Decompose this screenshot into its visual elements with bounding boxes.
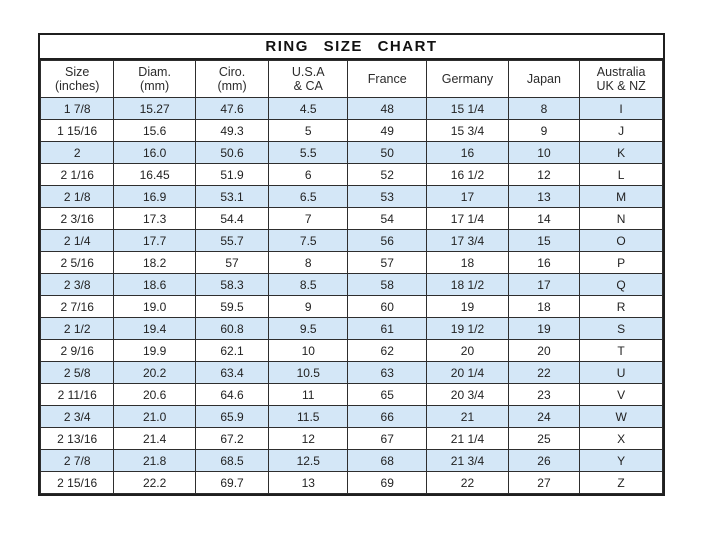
table-cell: 69.7 [195, 472, 268, 494]
table-cell: 50 [348, 142, 427, 164]
header-label: Diam. [138, 65, 171, 79]
table-row [41, 428, 663, 450]
table-row [41, 164, 663, 186]
table-header [41, 61, 663, 98]
table-cell: 2 9/16 [41, 340, 114, 362]
table-cell: V [580, 384, 663, 406]
table-cell: 14 [508, 208, 580, 230]
table-cell: 1 7/8 [41, 98, 114, 120]
table-cell: 65.9 [195, 406, 268, 428]
header-sublabel: & CA [293, 79, 323, 93]
table-cell: 2 13/16 [41, 428, 114, 450]
table-cell: 55.7 [195, 230, 268, 252]
table-cell: 15 3/4 [427, 120, 508, 142]
table-cell: 60 [348, 296, 427, 318]
table-cell: 63 [348, 362, 427, 384]
table-cell: 18 [427, 252, 508, 274]
table-cell: 2 7/8 [41, 450, 114, 472]
table-row [41, 384, 663, 406]
table-cell: 15 1/4 [427, 98, 508, 120]
table-cell: 61 [348, 318, 427, 340]
table-cell: 7.5 [269, 230, 348, 252]
table-cell: 17 [508, 274, 580, 296]
table-cell: 20.2 [114, 362, 195, 384]
table-cell: 5.5 [269, 142, 348, 164]
table-cell: 19 1/2 [427, 318, 508, 340]
table-cell: 16 [508, 252, 580, 274]
table-cell: 6 [269, 164, 348, 186]
table-cell: 2 1/16 [41, 164, 114, 186]
table-row [41, 406, 663, 428]
table-cell: 66 [348, 406, 427, 428]
table-cell: 20.6 [114, 384, 195, 406]
ring-size-table [40, 60, 663, 494]
table-cell: M [580, 186, 663, 208]
header-label: Germany [441, 72, 494, 86]
table-cell: 22 [427, 472, 508, 494]
table-cell: K [580, 142, 663, 164]
column-header-france [348, 61, 427, 98]
table-cell: 54.4 [195, 208, 268, 230]
column-header-circumference-mm [195, 61, 268, 98]
table-cell: 57 [348, 252, 427, 274]
table-cell: L [580, 164, 663, 186]
table-cell: 22 [508, 362, 580, 384]
table-row [41, 340, 663, 362]
table-cell: 53 [348, 186, 427, 208]
table-cell: 49.3 [195, 120, 268, 142]
table-cell: 16.0 [114, 142, 195, 164]
header-label: Japan [526, 72, 561, 86]
table-cell: 26 [508, 450, 580, 472]
table-cell: 11 [269, 384, 348, 406]
table-cell: 51.9 [195, 164, 268, 186]
table-cell: 21.8 [114, 450, 195, 472]
table-cell: 19.0 [114, 296, 195, 318]
table-cell: 16.9 [114, 186, 195, 208]
table-cell: 2 3/16 [41, 208, 114, 230]
table-cell: 24 [508, 406, 580, 428]
table-cell: Z [580, 472, 663, 494]
table-cell: 21 3/4 [427, 450, 508, 472]
table-cell: 18.6 [114, 274, 195, 296]
table-cell: Q [580, 274, 663, 296]
table-cell: 5 [269, 120, 348, 142]
table-cell: N [580, 208, 663, 230]
table-cell: O [580, 230, 663, 252]
table-cell: 2 15/16 [41, 472, 114, 494]
header-sublabel: (mm) [140, 79, 170, 93]
table-cell: 13 [508, 186, 580, 208]
table-cell: 25 [508, 428, 580, 450]
table-cell: 67 [348, 428, 427, 450]
table-cell: 20 [508, 340, 580, 362]
table-cell: 6.5 [269, 186, 348, 208]
table-cell: 16.45 [114, 164, 195, 186]
table-cell: 18 [508, 296, 580, 318]
table-row [41, 186, 663, 208]
table-cell: 21 [427, 406, 508, 428]
table-cell: 2 11/16 [41, 384, 114, 406]
table-cell: 2 5/16 [41, 252, 114, 274]
table-row [41, 142, 663, 164]
table-cell: 16 1/2 [427, 164, 508, 186]
table-cell: 21.0 [114, 406, 195, 428]
table-cell: 8.5 [269, 274, 348, 296]
column-header-usa-ca [269, 61, 348, 98]
table-cell: 10.5 [269, 362, 348, 384]
table-cell: 21 1/4 [427, 428, 508, 450]
table-cell: 2 5/8 [41, 362, 114, 384]
table-cell: 20 1/4 [427, 362, 508, 384]
table-cell: 54 [348, 208, 427, 230]
column-header-japan [508, 61, 580, 98]
header-label: France [367, 72, 407, 86]
table-cell: 53.1 [195, 186, 268, 208]
header-label: Australia [596, 65, 646, 79]
table-row [41, 362, 663, 384]
table-row [41, 98, 663, 120]
table-row [41, 120, 663, 142]
table-cell: 18 1/2 [427, 274, 508, 296]
table-cell: 9.5 [269, 318, 348, 340]
table-cell: 57 [195, 252, 268, 274]
header-sublabel: (mm) [217, 79, 247, 93]
table-cell: P [580, 252, 663, 274]
table-cell: 4.5 [269, 98, 348, 120]
table-cell: 68.5 [195, 450, 268, 472]
table-cell: 2 [41, 142, 114, 164]
table-row [41, 318, 663, 340]
table-row [41, 208, 663, 230]
table-row [41, 450, 663, 472]
table-cell: 65 [348, 384, 427, 406]
table-cell: 20 3/4 [427, 384, 508, 406]
table-cell: 19 [508, 318, 580, 340]
table-cell: 10 [508, 142, 580, 164]
table-cell: 15 [508, 230, 580, 252]
header-sublabel: UK & NZ [596, 79, 646, 93]
table-row [41, 472, 663, 494]
table-cell: 50.6 [195, 142, 268, 164]
table-cell: I [580, 98, 663, 120]
table-cell: 68 [348, 450, 427, 472]
table-cell: 56 [348, 230, 427, 252]
table-cell: 15.6 [114, 120, 195, 142]
table-cell: S [580, 318, 663, 340]
table-cell: 1 15/16 [41, 120, 114, 142]
table-cell: 12 [508, 164, 580, 186]
header-row [41, 61, 663, 98]
table-cell: 17 3/4 [427, 230, 508, 252]
table-cell: 19.9 [114, 340, 195, 362]
table-cell: 17.7 [114, 230, 195, 252]
table-cell: X [580, 428, 663, 450]
table-cell: W [580, 406, 663, 428]
table-cell: Y [580, 450, 663, 472]
table-cell: 2 3/4 [41, 406, 114, 428]
table-cell: 18.2 [114, 252, 195, 274]
table-cell: 17 1/4 [427, 208, 508, 230]
table-cell: 17.3 [114, 208, 195, 230]
table-cell: 2 1/8 [41, 186, 114, 208]
table-cell: 23 [508, 384, 580, 406]
table-cell: T [580, 340, 663, 362]
table-cell: 58.3 [195, 274, 268, 296]
table-cell: 12 [269, 428, 348, 450]
table-row [41, 252, 663, 274]
table-cell: 69 [348, 472, 427, 494]
table-row [41, 274, 663, 296]
table-cell: 63.4 [195, 362, 268, 384]
ring-size-chart [38, 33, 665, 496]
table-cell: 52 [348, 164, 427, 186]
table-cell: 17 [427, 186, 508, 208]
table-cell: 11.5 [269, 406, 348, 428]
table-cell: R [580, 296, 663, 318]
header-label: Size [65, 65, 90, 79]
table-cell: 19.4 [114, 318, 195, 340]
table-cell: 58 [348, 274, 427, 296]
table-row [41, 230, 663, 252]
table-cell: 15.27 [114, 98, 195, 120]
table-cell: 49 [348, 120, 427, 142]
chart-title: RING SIZE CHART [40, 35, 663, 60]
table-cell: 8 [508, 98, 580, 120]
column-header-size-inches [41, 61, 114, 98]
table-cell: 16 [427, 142, 508, 164]
table-cell: J [580, 120, 663, 142]
table-cell: 9 [269, 296, 348, 318]
table-cell: 47.6 [195, 98, 268, 120]
header-label: Ciro. [218, 65, 246, 79]
table-cell: 13 [269, 472, 348, 494]
column-header-australia-uk-nz [580, 61, 663, 98]
table-row [41, 296, 663, 318]
table-cell: 8 [269, 252, 348, 274]
table-cell: 27 [508, 472, 580, 494]
table-cell: 22.2 [114, 472, 195, 494]
table-cell: 20 [427, 340, 508, 362]
table-cell: U [580, 362, 663, 384]
table-cell: 2 3/8 [41, 274, 114, 296]
table-cell: 7 [269, 208, 348, 230]
column-header-diameter-mm [114, 61, 195, 98]
table-cell: 21.4 [114, 428, 195, 450]
header-label: U.S.A [291, 65, 325, 79]
table-cell: 2 1/2 [41, 318, 114, 340]
header-sublabel: (inches) [54, 79, 100, 93]
table-cell: 60.8 [195, 318, 268, 340]
table-cell: 62.1 [195, 340, 268, 362]
table-cell: 2 7/16 [41, 296, 114, 318]
table-cell: 12.5 [269, 450, 348, 472]
table-cell: 62 [348, 340, 427, 362]
table-cell: 48 [348, 98, 427, 120]
table-cell: 10 [269, 340, 348, 362]
table-cell: 2 1/4 [41, 230, 114, 252]
table-cell: 64.6 [195, 384, 268, 406]
table-cell: 19 [427, 296, 508, 318]
table-cell: 67.2 [195, 428, 268, 450]
table-cell: 59.5 [195, 296, 268, 318]
column-header-germany [427, 61, 508, 98]
table-cell: 9 [508, 120, 580, 142]
ring-size-table-body [41, 98, 663, 494]
